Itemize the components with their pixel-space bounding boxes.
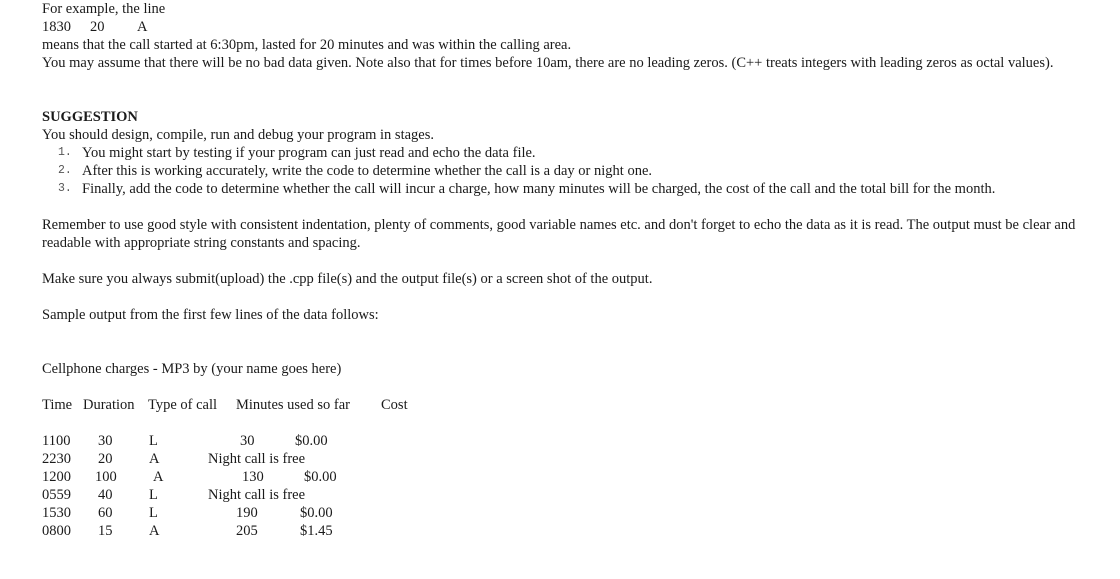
style-reminder: Remember to use good style with consistent indentation, plenty of comments, good variable names etc. and don't forget to echo the data as it is read. The output must be clear and readable with appropriate string constants and spacing. [42,217,1076,251]
row-duration: 40 [98,487,113,503]
row-duration: 60 [98,505,113,521]
row-cost: $1.45 [300,523,333,539]
list-item-text: Finally, add the code to determine whether the call will incur a charge, how many minutes will be charged, the cost of the call and the total bill for the month. [82,181,996,197]
header-duration: Duration [83,397,135,413]
suggestion-text: You should design, compile, run and debug your program in stages. [42,127,434,143]
row-cost: $0.00 [295,433,328,449]
list-item-number: 1. [58,146,72,159]
row-time: 1100 [42,433,71,449]
assumption-note: You may assume that there will be no bad data given. Note also that for times before 10am, there are no leading zeros. (C++ treats integers with leading zeros as octal values). [42,55,1054,71]
row-duration: 15 [98,523,113,539]
sample-intro: Sample output from the first few lines of the data follows: [42,307,379,323]
row-duration: 20 [98,451,113,467]
row-time: 1200 [42,469,71,485]
list-item-number: 2. [58,164,72,177]
row-minutes: 30 [240,433,255,449]
row-type: L [149,505,158,521]
row-duration: 30 [98,433,113,449]
row-minutes: 190 [236,505,258,521]
header-cost: Cost [381,397,408,413]
suggestion-heading: SUGGESTION [42,109,138,125]
row-time: 1530 [42,505,71,521]
list-item-text: After this is working accurately, write the code to determine whether the call is a day or night one. [82,163,653,179]
header-minutes: Minutes used so far [236,397,350,413]
row-type: A [149,451,160,467]
row-minutes: 205 [236,523,258,539]
row-time: 2230 [42,451,71,467]
example-type: A [137,19,148,35]
example-time: 1830 [42,19,71,35]
row-time: 0559 [42,487,71,503]
row-cost: $0.00 [304,469,337,485]
row-type: A [153,469,164,485]
example-explanation: means that the call started at 6:30pm, lasted for 20 minutes and was within the calling area. [42,37,572,53]
row-minutes: 130 [242,469,264,485]
example-duration: 20 [90,19,105,35]
submit-reminder: Make sure you always submit(upload) the .cpp file(s) and the output file(s) or a screen shot of the output. [42,271,653,287]
row-cost: $0.00 [300,505,333,521]
header-time: Time [42,397,73,413]
row-type: L [149,433,158,449]
row-time: 0800 [42,523,71,539]
intro-line: For example, the line [42,1,166,17]
output-title: Cellphone charges - MP3 by (your name goes here) [42,361,342,377]
row-duration: 100 [95,469,117,485]
row-note: Night call is free [208,487,306,503]
list-item-number: 3. [58,182,72,195]
header-type: Type of call [148,397,218,413]
row-type: A [149,523,160,539]
row-note: Night call is free [208,451,306,467]
list-item-text: You might start by testing if your program can just read and echo the data file. [82,145,536,161]
row-type: L [149,487,158,503]
